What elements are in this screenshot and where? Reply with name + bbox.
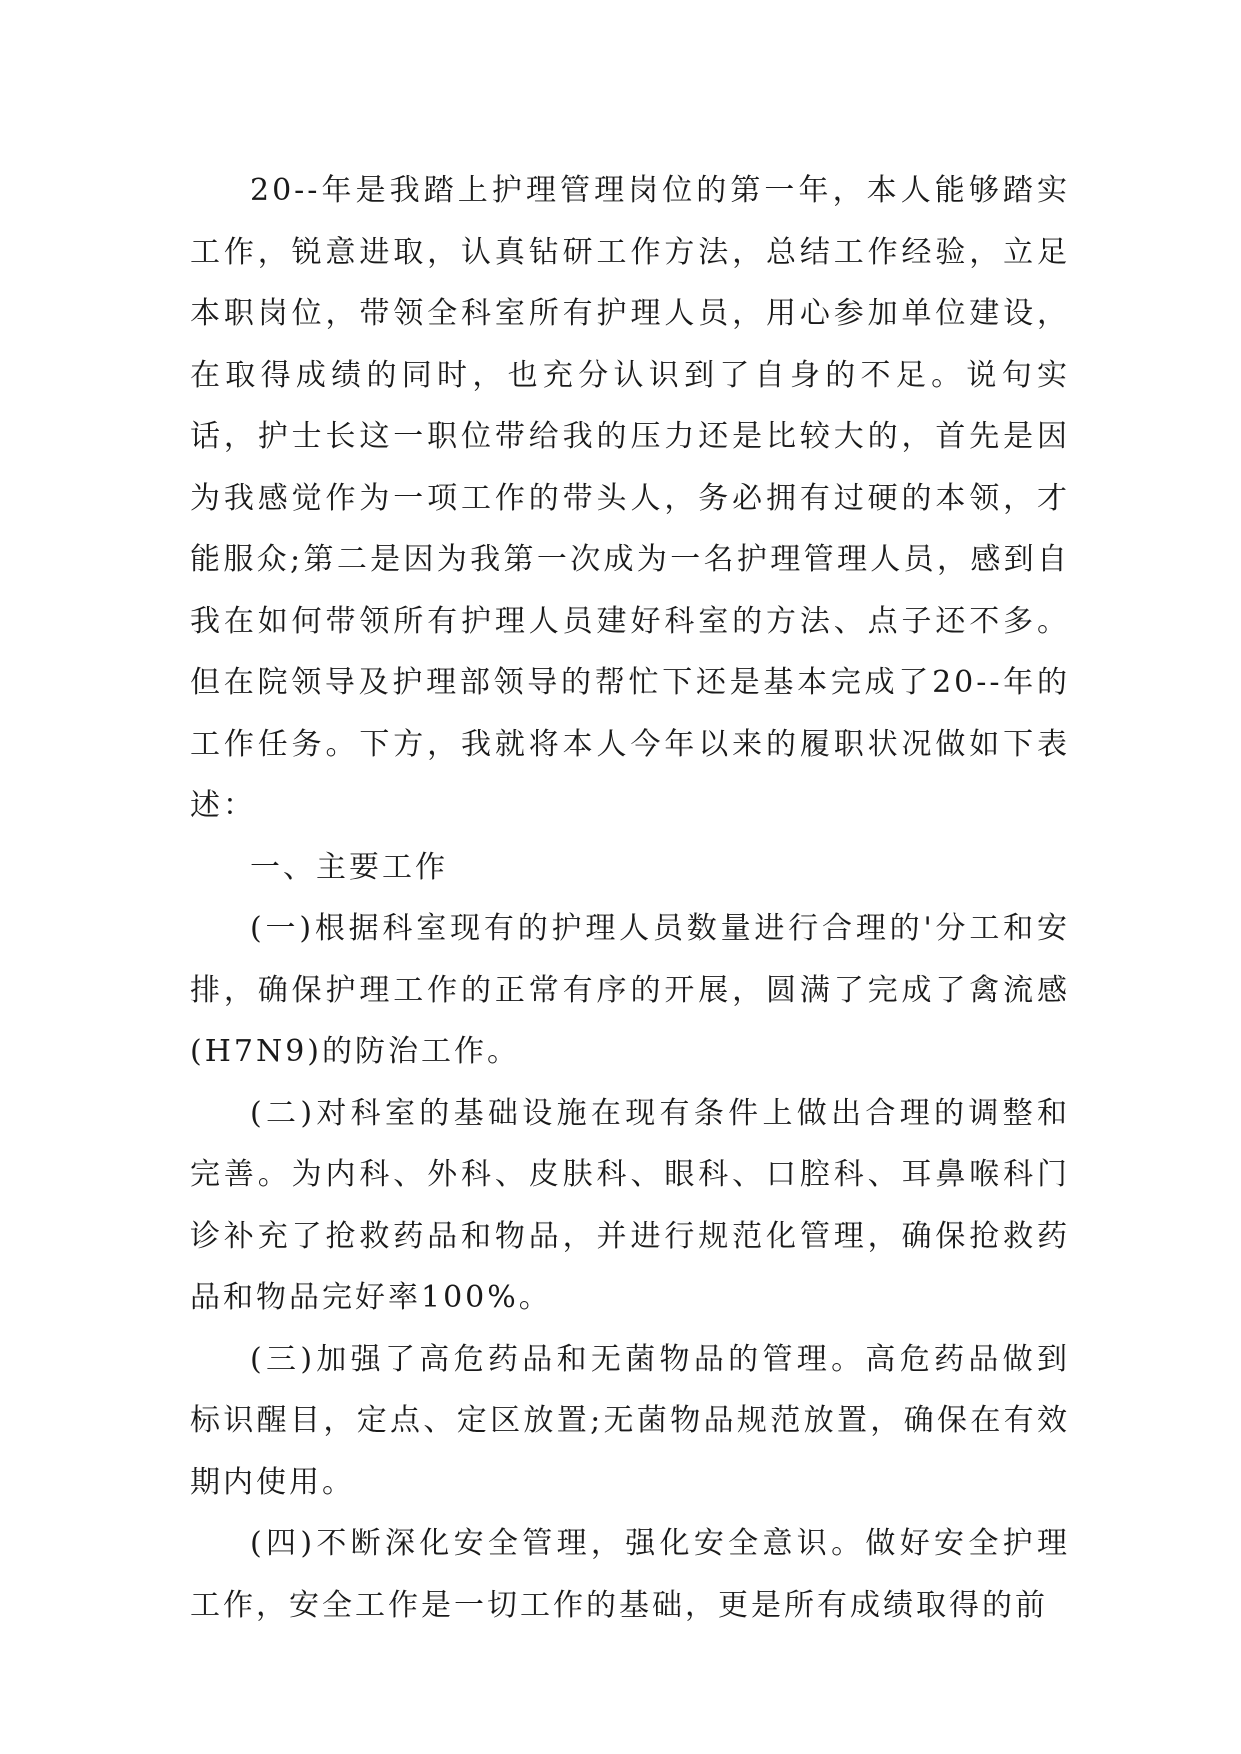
body-text (190, 160, 1070, 1636)
section-heading-main-work: 一、主要工作 (250, 849, 448, 885)
paragraph-item-3: (三)加强了高危药品和无菌物品的管理。高危药品做到标识醒目，定点、定区放置;无菌物品规范放置，确保在有效期内使用。 (190, 1341, 1070, 1500)
paragraph-intro: 20--年是我踏上护理管理岗位的第一年，本人能够踏实工作，锐意进取，认真钻研工作方法，总结工作经验，立足本职岗位，带领全科室所有护理人员，用心参加单位建设，在取得成绩的同时，也充分认识到了自身的不足。说句实话，护士长这一职位带给我的压力还是比较大的，首先是因为我感觉作为一项工作的带头人，务必拥有过硬的本领，才能服众;第二是因为我第一次成为一名护理管理人员，感到自我在如何带领所有护理人员建好科室的方法、点子还不多。但在院领导及护理部领导的帮忙下还是基本完成了20--年的工作任务。下方，我就将本人今年以来的履职状况做如下表述： (190, 173, 1070, 823)
paragraph-item-1: (一)根据科室现有的护理人员数量进行合理的'分工和安排，确保护理工作的正常有序的开展，圆满了完成了禽流感(H7N9)的防治工作。 (190, 911, 1070, 1069)
paragraph-item-4: (四)不断深化安全管理，强化安全意识。做好安全护理工作，安全工作是一切工作的基础，更是所有成绩取得的前 (190, 1526, 1070, 1623)
paragraph-item-2: (二)对科室的基础设施在现有条件上做出合理的调整和完善。为内科、外科、皮肤科、眼科、口腔科、耳鼻喉科门诊补充了抢救药品和物品，并进行规范化管理，确保抢救药品和物品完好率100%。 (190, 1095, 1070, 1315)
